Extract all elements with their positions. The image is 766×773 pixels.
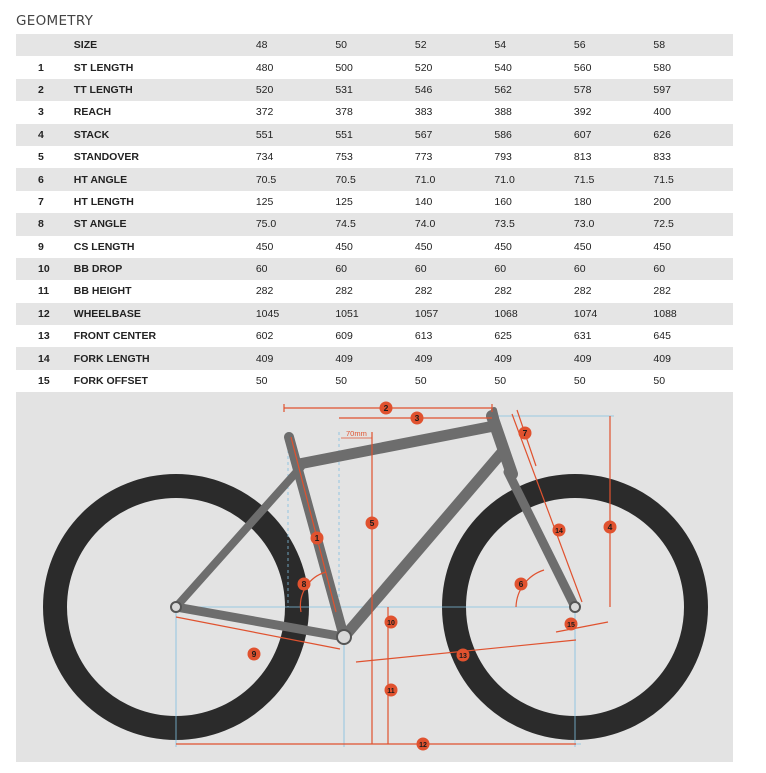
marker-5 — [366, 517, 379, 530]
row-value: 520 — [415, 56, 495, 78]
row-value: 586 — [494, 124, 574, 146]
row-value: 125 — [335, 191, 415, 213]
row-value: 60 — [494, 258, 574, 280]
bike-geometry-svg — [16, 392, 733, 762]
row-number: 5 — [16, 146, 74, 168]
table-row — [16, 370, 733, 392]
row-value: 567 — [415, 124, 495, 146]
row-value: 602 — [256, 325, 336, 347]
marker-13 — [457, 649, 470, 662]
row-value: 73.0 — [574, 213, 654, 235]
row-label: BB DROP — [74, 258, 256, 280]
geometry-table — [16, 34, 733, 392]
row-value: 409 — [335, 347, 415, 369]
front-axle — [570, 602, 580, 612]
row-value: 409 — [653, 347, 733, 369]
row-value: 50 — [574, 370, 654, 392]
row-value: 520 — [256, 79, 336, 101]
table-row — [16, 146, 733, 168]
header-size-value: 56 — [574, 34, 654, 56]
row-value: 50 — [653, 370, 733, 392]
row-number: 14 — [16, 347, 74, 369]
row-label: HT ANGLE — [74, 168, 256, 190]
row-number: 9 — [16, 236, 74, 258]
offset-label: 70mm — [346, 429, 367, 438]
row-value: 625 — [494, 325, 574, 347]
row-number: 1 — [16, 56, 74, 78]
marker-1 — [311, 532, 324, 545]
header-size-value: 48 — [256, 34, 336, 56]
marker-label: 8 — [301, 579, 307, 589]
row-value: 378 — [335, 101, 415, 123]
row-value: 392 — [574, 101, 654, 123]
row-value: 60 — [415, 258, 495, 280]
row-value: 70.5 — [335, 168, 415, 190]
row-value: 1057 — [415, 303, 495, 325]
row-number: 6 — [16, 168, 74, 190]
row-value: 282 — [653, 280, 733, 302]
row-value: 70.5 — [256, 168, 336, 190]
row-value: 607 — [574, 124, 654, 146]
marker-label: 5 — [369, 518, 375, 528]
row-value: 74.5 — [335, 213, 415, 235]
marker-12 — [417, 738, 430, 751]
row-value: 631 — [574, 325, 654, 347]
row-value: 71.5 — [653, 168, 733, 190]
row-label: STACK — [74, 124, 256, 146]
header-size-value: 52 — [415, 34, 495, 56]
marker-15 — [565, 618, 578, 631]
marker-label: 11 — [387, 688, 395, 695]
row-value: 1045 — [256, 303, 336, 325]
marker-label: 4 — [607, 522, 613, 532]
table-row — [16, 236, 733, 258]
row-value: 75.0 — [256, 213, 336, 235]
row-value: 71.0 — [494, 168, 574, 190]
row-number: 13 — [16, 325, 74, 347]
row-value: 50 — [415, 370, 495, 392]
marker-label: 7 — [522, 428, 528, 438]
row-number: 8 — [16, 213, 74, 235]
table-row — [16, 303, 733, 325]
row-value: 409 — [256, 347, 336, 369]
row-value: 753 — [335, 146, 415, 168]
row-value: 282 — [494, 280, 574, 302]
row-value: 180 — [574, 191, 654, 213]
marker-label: 12 — [419, 742, 427, 749]
row-value: 282 — [415, 280, 495, 302]
marker-label: 14 — [555, 528, 563, 535]
row-value: 546 — [415, 79, 495, 101]
marker-4 — [604, 521, 617, 534]
row-value: 613 — [415, 325, 495, 347]
row-value: 60 — [574, 258, 654, 280]
row-value: 1074 — [574, 303, 654, 325]
row-value: 450 — [415, 236, 495, 258]
row-value: 450 — [494, 236, 574, 258]
table-row — [16, 168, 733, 190]
row-value: 72.5 — [653, 213, 733, 235]
row-value: 793 — [494, 146, 574, 168]
marker-2 — [380, 402, 393, 415]
row-label: HT LENGTH — [74, 191, 256, 213]
row-value: 833 — [653, 146, 733, 168]
row-value: 60 — [335, 258, 415, 280]
row-label: WHEELBASE — [74, 303, 256, 325]
header-size-value: 50 — [335, 34, 415, 56]
marker-9 — [248, 648, 261, 661]
row-value: 1051 — [335, 303, 415, 325]
row-label: FORK OFFSET — [74, 370, 256, 392]
table-row — [16, 124, 733, 146]
row-value: 531 — [335, 79, 415, 101]
row-value: 597 — [653, 79, 733, 101]
row-value: 580 — [653, 56, 733, 78]
marker-3 — [411, 412, 424, 425]
marker-label: 13 — [459, 653, 467, 660]
page-title: GEOMETRY — [16, 13, 94, 29]
row-value: 450 — [653, 236, 733, 258]
table-row — [16, 347, 733, 369]
row-value: 282 — [256, 280, 336, 302]
row-label: ST LENGTH — [74, 56, 256, 78]
row-value: 50 — [256, 370, 336, 392]
row-value: 372 — [256, 101, 336, 123]
row-value: 400 — [653, 101, 733, 123]
row-value: 282 — [335, 280, 415, 302]
row-number: 11 — [16, 280, 74, 302]
row-value: 734 — [256, 146, 336, 168]
row-value: 50 — [494, 370, 574, 392]
bottom-bracket — [337, 630, 351, 644]
row-number: 2 — [16, 79, 74, 101]
row-value: 562 — [494, 79, 574, 101]
row-value: 60 — [256, 258, 336, 280]
header-size-value: 54 — [494, 34, 574, 56]
marker-10 — [385, 616, 398, 629]
row-label: STANDOVER — [74, 146, 256, 168]
table-row — [16, 79, 733, 101]
row-value: 50 — [335, 370, 415, 392]
marker-label: 10 — [387, 620, 395, 627]
row-value: 626 — [653, 124, 733, 146]
row-value: 609 — [335, 325, 415, 347]
row-number: 15 — [16, 370, 74, 392]
header-size-cell: SIZE — [74, 34, 256, 56]
table-row — [16, 56, 733, 78]
row-value: 125 — [256, 191, 336, 213]
row-number: 3 — [16, 101, 74, 123]
row-value: 450 — [335, 236, 415, 258]
row-value: 383 — [415, 101, 495, 123]
row-value: 282 — [574, 280, 654, 302]
row-value: 409 — [494, 347, 574, 369]
row-value: 480 — [256, 56, 336, 78]
row-value: 200 — [653, 191, 733, 213]
row-value: 773 — [415, 146, 495, 168]
row-number: 12 — [16, 303, 74, 325]
row-value: 578 — [574, 79, 654, 101]
marker-label: 9 — [251, 649, 257, 659]
row-value: 560 — [574, 56, 654, 78]
row-value: 71.0 — [415, 168, 495, 190]
marker-label: 1 — [314, 533, 320, 543]
row-label: BB HEIGHT — [74, 280, 256, 302]
geometry-diagram — [16, 392, 733, 762]
row-label: REACH — [74, 101, 256, 123]
table-row — [16, 101, 733, 123]
row-label: CS LENGTH — [74, 236, 256, 258]
table-row — [16, 280, 733, 302]
row-value: 74.0 — [415, 213, 495, 235]
row-value: 1068 — [494, 303, 574, 325]
row-label: FORK LENGTH — [74, 347, 256, 369]
row-value: 551 — [256, 124, 336, 146]
marker-label: 15 — [567, 622, 575, 629]
rear-axle — [171, 602, 181, 612]
row-value: 540 — [494, 56, 574, 78]
row-number: 10 — [16, 258, 74, 280]
row-label: ST ANGLE — [74, 213, 256, 235]
table-row — [16, 258, 733, 280]
row-value: 500 — [335, 56, 415, 78]
marker-7 — [519, 427, 532, 440]
row-value: 551 — [335, 124, 415, 146]
marker-8 — [298, 578, 311, 591]
table-header-row — [16, 34, 733, 56]
row-value: 71.5 — [574, 168, 654, 190]
header-num-cell — [16, 34, 74, 56]
marker-label: 3 — [414, 413, 420, 423]
row-value: 140 — [415, 191, 495, 213]
row-value: 409 — [415, 347, 495, 369]
table-row — [16, 325, 733, 347]
row-label: TT LENGTH — [74, 79, 256, 101]
header-size-value: 58 — [653, 34, 733, 56]
row-value: 450 — [574, 236, 654, 258]
row-value: 813 — [574, 146, 654, 168]
row-value: 388 — [494, 101, 574, 123]
row-value: 60 — [653, 258, 733, 280]
row-number: 7 — [16, 191, 74, 213]
marker-6 — [515, 578, 528, 591]
marker-label: 2 — [383, 403, 389, 413]
row-value: 409 — [574, 347, 654, 369]
marker-11 — [385, 684, 398, 697]
row-value: 160 — [494, 191, 574, 213]
table-row — [16, 213, 733, 235]
row-value: 73.5 — [494, 213, 574, 235]
row-label: FRONT CENTER — [74, 325, 256, 347]
table-row — [16, 191, 733, 213]
row-number: 4 — [16, 124, 74, 146]
marker-label: 6 — [518, 579, 524, 589]
row-value: 450 — [256, 236, 336, 258]
row-value: 645 — [653, 325, 733, 347]
marker-14 — [553, 524, 566, 537]
row-value: 1088 — [653, 303, 733, 325]
